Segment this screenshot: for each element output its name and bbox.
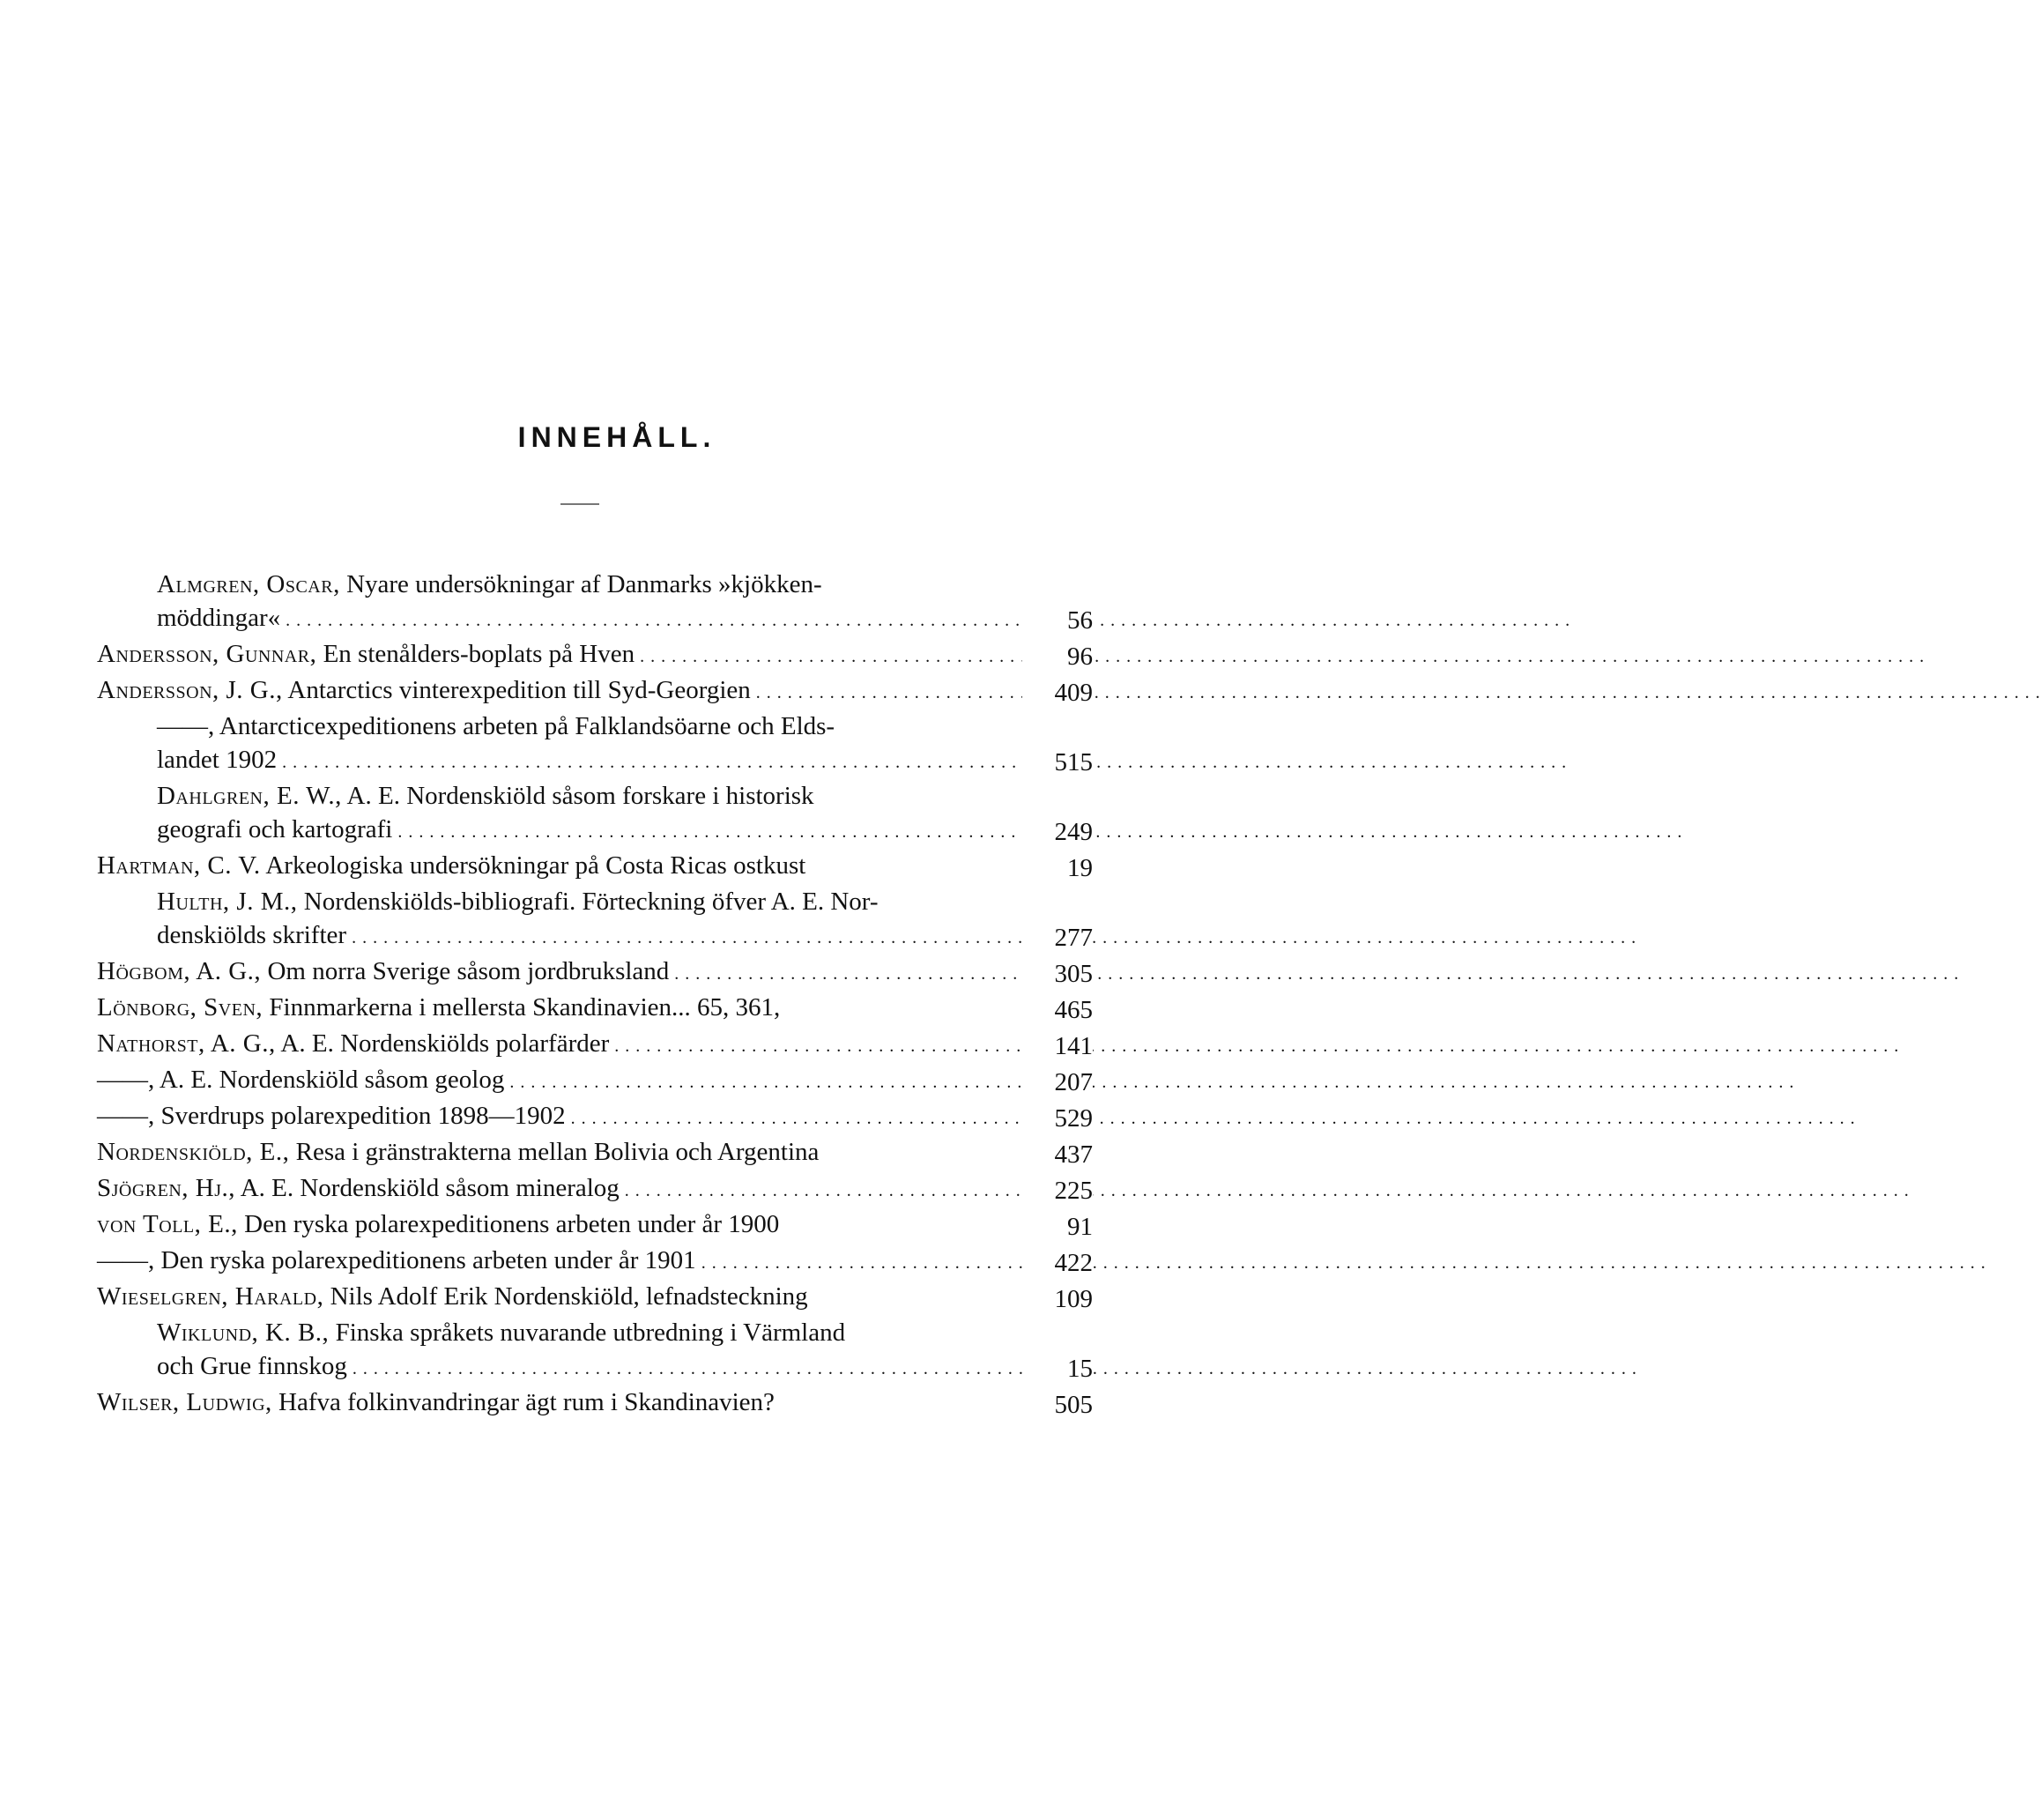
toc-author-dash: ——, — [157, 712, 215, 740]
toc-title: En stenålders-boplats på Hven — [323, 640, 635, 668]
toc-author-dash: ——, — [97, 1246, 155, 1274]
toc-title-line1: Finska språkets nuvarande utbredning i Värmland — [335, 1319, 846, 1347]
toc-title-line2: möddingar« . . . — [157, 601, 1017, 637]
toc-entry — [97, 1099, 1093, 1135]
toc-page-number: 465 — [1022, 993, 1093, 1027]
toc-entry — [97, 1244, 1093, 1280]
table-of-contents — [97, 568, 1093, 1422]
toc-author: Almgren, Oscar, — [157, 570, 340, 598]
toc-title: Antarctics vinterexpedition till Syd-Georgien — [287, 676, 751, 704]
toc-page-number: 529 — [1022, 1102, 1093, 1135]
toc-page-number: 249 — [1022, 815, 1093, 849]
toc-author: Wiklund, K. B., — [157, 1319, 330, 1347]
toc-entry — [97, 568, 1093, 637]
page-title: INNEHÅLL. — [517, 421, 716, 453]
toc-author-dash: ——, — [97, 1066, 155, 1094]
toc-entry — [97, 1280, 1093, 1316]
toc-title-line2: denskiölds skrifter . . . — [157, 918, 1017, 955]
toc-entry — [97, 1027, 1093, 1063]
toc-title: Hafva folkinvandringar ägt rum i Skandinavien? — [278, 1388, 775, 1416]
toc-entry — [97, 849, 1093, 885]
toc-title: Sverdrups polarexpedition 1898—1902 — [160, 1102, 566, 1130]
toc-page-number: 422 — [1022, 1246, 1093, 1280]
toc-title: Finnmarkerna i mellersta Skandinavien... 65, 361, — [269, 993, 781, 1021]
toc-author: Lönborg, Sven, — [97, 993, 263, 1021]
toc-author: von Toll, E., — [97, 1210, 238, 1238]
toc-page-number: 15 — [1022, 1352, 1093, 1385]
toc-author: Wilser, Ludwig, — [97, 1388, 272, 1416]
toc-page-number: 305 — [1022, 957, 1093, 991]
toc-title: A. E. Nordenskiölds polarfärder — [280, 1029, 610, 1058]
toc-entry — [97, 1385, 1093, 1422]
toc-title-line1: Nyare undersökningar af Danmarks »kjökken- — [346, 570, 822, 598]
toc-author: Hulth, J. M., — [157, 888, 298, 916]
toc-page-number: 515 — [1022, 746, 1093, 779]
toc-entry — [97, 1171, 1093, 1207]
toc-entry — [97, 885, 1093, 955]
title-divider — [560, 503, 599, 505]
toc-page-number: 141 — [1022, 1029, 1093, 1063]
toc-entry — [97, 991, 1093, 1027]
toc-title: A. E. Nordenskiöld såsom geolog — [159, 1066, 505, 1094]
toc-title: Den ryska polarexpeditionens arbeten under år 1901 — [160, 1246, 696, 1274]
toc-author-dash: ——, — [97, 1102, 155, 1130]
toc-author: Sjögren, Hj., — [97, 1174, 236, 1202]
toc-title: Om norra Sverige såsom jordbruksland — [267, 957, 670, 985]
toc-author: Andersson, J. G., — [97, 676, 283, 704]
toc-title-line1: A. E. Nordenskiöld såsom forskare i historisk — [346, 782, 814, 810]
toc-title-line1: Antarcticexpeditionens arbeten på Falklandsöarne och Elds- — [219, 712, 835, 740]
toc-entry — [97, 1316, 1093, 1385]
toc-page-number: 109 — [1022, 1282, 1093, 1316]
toc-page-number: 207 — [1022, 1066, 1093, 1099]
toc-page-number: 277 — [1022, 921, 1093, 955]
toc-page-number: 225 — [1022, 1174, 1093, 1207]
toc-entry — [97, 955, 1093, 991]
toc-title: Arkeologiska undersökningar på Costa Ricas ostkust — [265, 851, 806, 880]
toc-title-line2: landet 1902 . . . — [157, 743, 1017, 779]
toc-author: Nordenskiöld, E., — [97, 1138, 290, 1166]
toc-entry — [97, 1063, 1093, 1099]
toc-title-line2: och Grue finnskog . . . — [157, 1349, 1017, 1385]
toc-author: Wieselgren, Harald, — [97, 1282, 324, 1311]
toc-title: Den ryska polarexpeditionens arbeten under år 1900 — [244, 1210, 780, 1238]
toc-author: Andersson, Gunnar, — [97, 640, 317, 668]
toc-page-number: 96 — [1022, 640, 1093, 673]
toc-entry — [97, 1135, 1093, 1171]
toc-page-number: 19 — [1022, 851, 1093, 885]
toc-title-line2: geografi och kartografi . . . — [157, 813, 1017, 849]
toc-author: Nathorst, A. G., — [97, 1029, 276, 1058]
toc-entry — [97, 1207, 1093, 1244]
toc-title: Resa i gränstrakterna mellan Bolivia och Argentina — [295, 1138, 820, 1166]
toc-author: Högbom, A. G., — [97, 957, 262, 985]
toc-entry — [97, 637, 1093, 673]
toc-page-number: 437 — [1022, 1138, 1093, 1171]
toc-entry — [97, 673, 1093, 709]
toc-title: A. E. Nordenskiöld såsom mineralog — [240, 1174, 620, 1202]
toc-page-number: 91 — [1022, 1210, 1093, 1244]
toc-title-line1: Nordenskiölds-bibliografi. Förteckning öfver A. E. Nor- — [303, 888, 879, 916]
toc-page-number: 56 — [1022, 604, 1093, 637]
toc-page-number: 505 — [1022, 1388, 1093, 1422]
toc-author: Dahlgren, E. W., — [157, 782, 342, 810]
toc-entry — [97, 779, 1093, 849]
toc-entry — [97, 709, 1093, 779]
toc-page-number: 409 — [1022, 676, 1093, 709]
toc-author: Hartman, C. V. — [97, 851, 261, 880]
toc-title: Nils Adolf Erik Nordenskiöld, lefnadsteckning — [330, 1282, 808, 1311]
